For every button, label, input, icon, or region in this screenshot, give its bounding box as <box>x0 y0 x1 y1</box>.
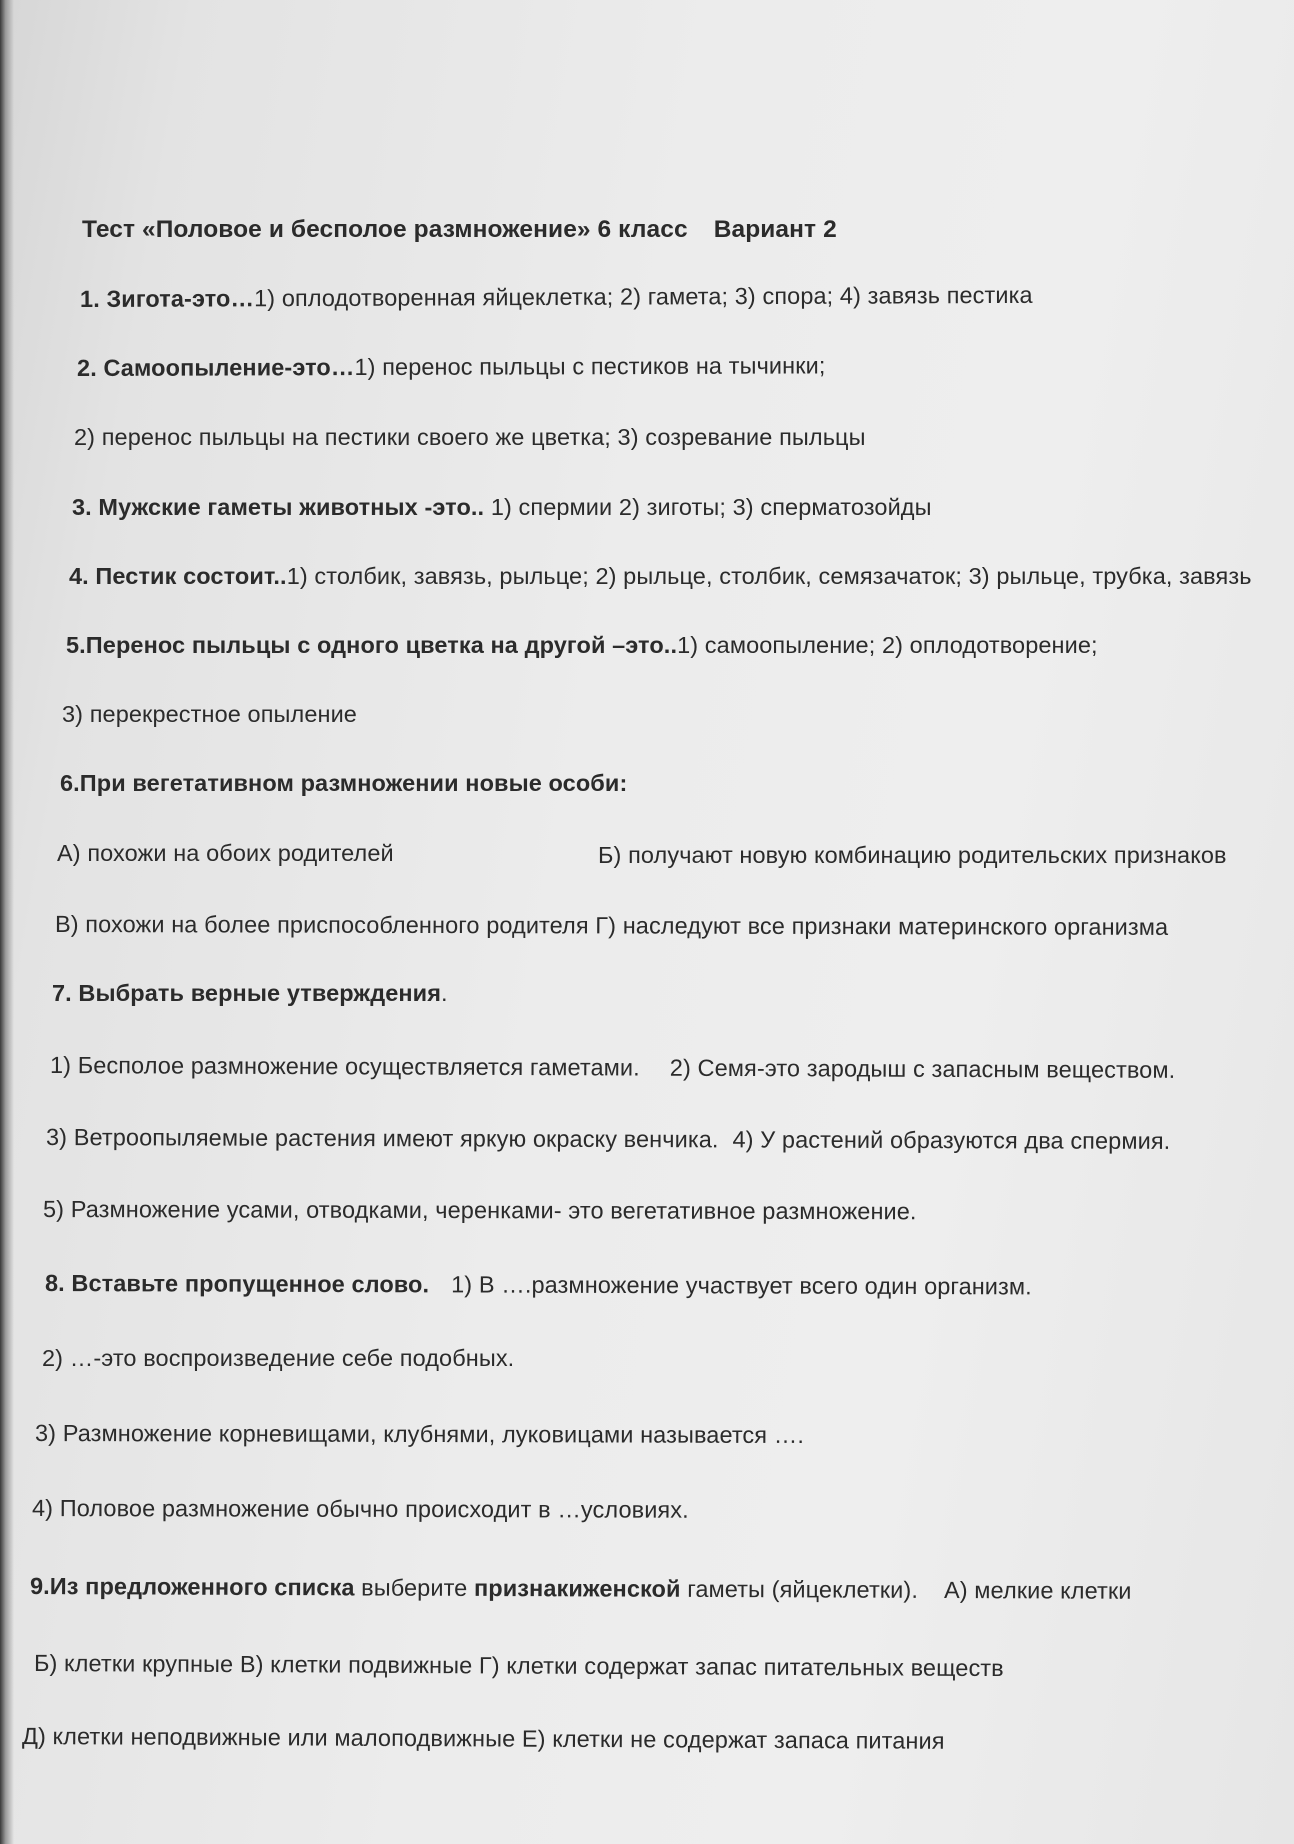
question-9-head-part-2: выберите <box>361 1574 475 1601</box>
question-9-head-part-4: гаметы (яйцеклетки). <box>680 1575 919 1603</box>
question-9-head-part-3: признакиженской <box>473 1574 681 1602</box>
question-5 <box>66 632 1098 659</box>
question-5-options-line-1: 1) самоопыление; 2) оплодотворение; <box>677 632 1098 658</box>
question-7-head-tail: . <box>441 980 448 1006</box>
question-4-head: 4. Пестик состоит.. <box>69 563 287 589</box>
question-7-statements-1-2 <box>50 1052 1175 1084</box>
question-4 <box>69 563 1252 590</box>
question-7-head-line <box>52 980 448 1007</box>
question-9-option-b: Б) клетки крупные <box>33 1650 240 1678</box>
question-7-statement-1: 1) Бесполое размножение осуществляется гаметами. <box>49 1052 640 1081</box>
question-3-options: 1) спермии 2) зиготы; 3) сперматозойды <box>484 494 932 520</box>
question-9-head-part-1: 9.Из предложенного списка <box>29 1573 362 1601</box>
question-8-statement-4: 4) Половое размножение обычно происходит в …условиях. <box>31 1495 689 1523</box>
question-9-option-a: А) мелкие клетки <box>943 1576 1132 1604</box>
question-2-head: 2. Самоопыление-это… <box>76 354 355 381</box>
question-4-options: 1) столбик, завязь, рыльце; 2) рыльце, столбик, семязачаток; 3) рыльце, трубка, завязь <box>286 563 1252 589</box>
question-3-head: 3. Мужские гаметы животных -это.. <box>72 494 485 520</box>
question-9-option-e: Е) клетки не содержат запаса питания <box>521 1725 945 1754</box>
question-9-line-2 <box>34 1650 1004 1682</box>
question-7-statements-3-4 <box>46 1124 1170 1155</box>
question-6-option-v: В) похожи на более приспособленного родителя <box>54 911 589 939</box>
question-9-option-d: Д) клетки неподвижные или малоподвижные <box>21 1723 522 1752</box>
page-edge-shadow <box>0 0 14 1844</box>
question-7-statement-4: 4) У растений образуются два спермия. <box>732 1126 1171 1154</box>
question-6-head: 6.При вегетативном размножении новые особи: <box>60 770 628 796</box>
question-9-option-g: Г) клетки содержат запас питательных веществ <box>478 1652 1004 1682</box>
title-variant: Вариант 2 <box>713 216 837 243</box>
question-1 <box>80 282 1033 313</box>
question-1-head: 1. Зигота-это… <box>79 285 255 312</box>
title-main: Тест «Половое и бесполое размножение» 6 класс <box>82 216 688 243</box>
question-5-options-line-2: 3) перекрестное опыление <box>62 701 357 727</box>
question-7-statement-3: 3) Ветроопыляемые растения имеют яркую окраску венчика. <box>45 1124 719 1153</box>
question-9-line-1 <box>30 1573 1132 1605</box>
question-9-option-v: В) клетки подвижные <box>239 1651 480 1679</box>
question-7-statement-5: 5) Размножение усами, отводками, черенками- это вегетативное размножение. <box>42 1196 917 1225</box>
question-7-statement-2: 2) Семя-это зародыш с запасным веществом. <box>669 1054 1176 1083</box>
question-8-statement-3: 3) Размножение корневищами, клубнями, луковицами называется …. <box>34 1420 805 1449</box>
page-title <box>82 216 837 244</box>
question-3 <box>72 494 932 521</box>
question-6-options-vg <box>55 911 1168 941</box>
question-1-options: 1) оплодотворенная яйцеклетка; 2) гамета; 3) спора; 4) завязь пестика <box>254 281 1033 312</box>
question-6-option-a: А) похожи на обоих родителей <box>57 840 394 866</box>
question-7-head: 7. Выбрать верные утверждения <box>52 980 442 1006</box>
question-2-options-line-2: 2) перенос пыльцы на пестики своего же цветка; 3) созревание пыльцы <box>74 424 866 450</box>
question-8-head: 8. Вставьте пропущенное слово. <box>44 1270 430 1298</box>
question-5-head: 5.Перенос пыльцы с одного цветка на другой –это.. <box>66 632 678 658</box>
question-2 <box>77 352 826 382</box>
question-6-option-g: Г) наследуют все признаки материнского организма <box>588 912 1169 940</box>
question-8-statement-1: 1) В ….размножение участвует всего один организм. <box>451 1271 1032 1300</box>
question-9-line-3 <box>22 1723 945 1755</box>
question-2-options-line-1: 1) перенос пыльцы с пестиков на тычинки; <box>354 352 826 381</box>
question-8-line-1 <box>45 1270 1032 1300</box>
question-6-option-b: Б) получают новую комбинацию родительских признаков <box>598 842 1227 868</box>
question-8-statement-2: 2) …-это воспроизведение себе подобных. <box>42 1345 515 1371</box>
